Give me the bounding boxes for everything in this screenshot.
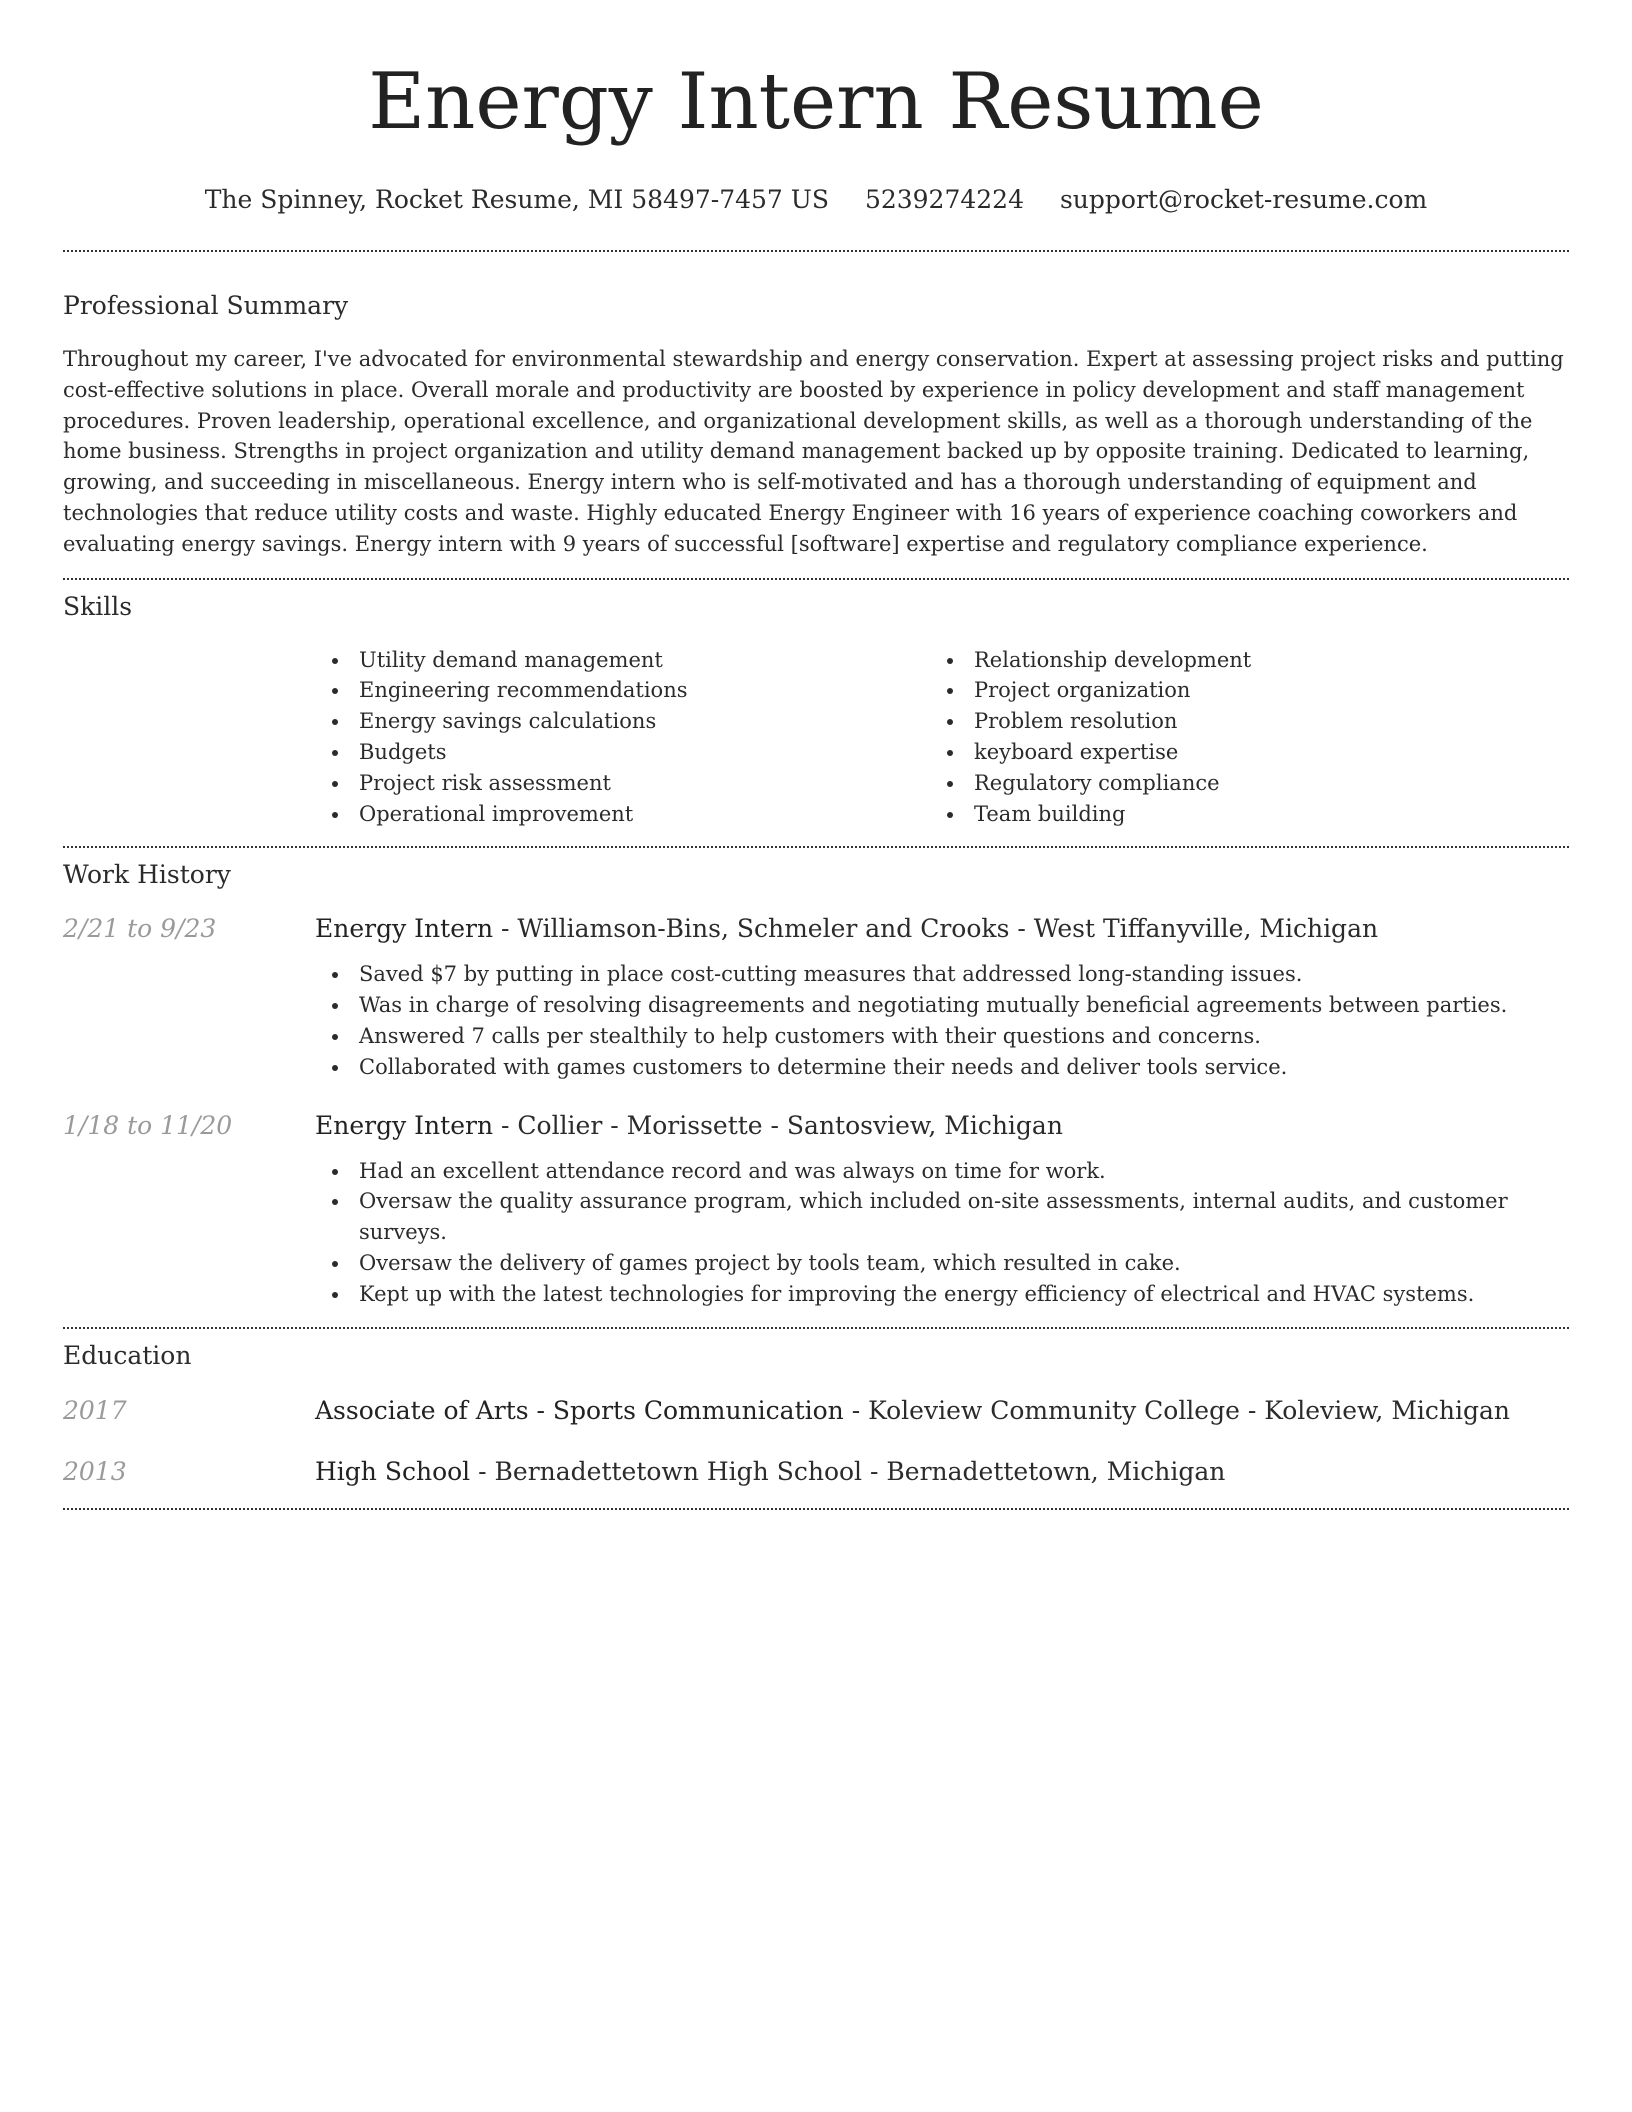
skills-heading: Skills [63, 591, 133, 621]
skills-list [315, 645, 1569, 830]
job-bullet: Kept up with the latest technologies for improving the energy efficiency of electrical and HVAC systems. [315, 1279, 1569, 1310]
resume-title: Energy Intern Resume [368, 57, 1264, 147]
skill-item: Relationship development [930, 645, 1545, 676]
work-section [63, 859, 1569, 1309]
education-heading-line [315, 1396, 1510, 1425]
education-degree: Associate of Arts - Sports Communication [315, 1395, 844, 1425]
skill-item: Team building [930, 799, 1545, 830]
job-details: - Collier - Morissette - Santosview, Michigan [493, 1110, 1063, 1140]
contact-line [63, 184, 1569, 216]
summary-section [63, 290, 1569, 560]
job-title: Energy Intern [315, 1110, 494, 1140]
skill-item: Engineering recommendations [315, 675, 930, 706]
skill-item: Utility demand management [315, 645, 930, 676]
education-section [63, 1340, 1569, 1486]
divider [63, 578, 1569, 580]
job-bullet: Had an excellent attendance record and was always on time for work. [315, 1156, 1569, 1187]
education-details: - Bernadettetown High School - Bernadettetown, Michigan [470, 1456, 1226, 1486]
job-entry [63, 914, 1569, 1082]
skill-item: Operational improvement [315, 799, 930, 830]
education-entry [63, 1457, 1569, 1486]
divider [63, 250, 1569, 252]
skill-item: Energy savings calculations [315, 706, 930, 737]
contact-phone: 5239274224 [864, 185, 1024, 214]
skill-item: Project organization [930, 675, 1545, 706]
skills-column-right [930, 645, 1545, 830]
job-bullet: Was in charge of resolving disagreements and negotiating mutually beneficial agreements between parties. [315, 990, 1569, 1021]
skills-column-left [315, 645, 930, 830]
job-bullet: Oversaw the quality assurance program, which included on-site assessments, internal audits, and customer surveys. [315, 1186, 1569, 1248]
job-bullets [315, 1156, 1569, 1310]
job-heading [315, 914, 1378, 943]
job-dates: 1/18 to 11/20 [63, 1110, 233, 1140]
education-details: - Koleview Community College - Koleview, Michigan [843, 1395, 1511, 1425]
job-bullets [315, 959, 1569, 1082]
job-title: Energy Intern [315, 914, 494, 944]
education-heading-line [315, 1457, 1225, 1486]
divider [63, 1508, 1569, 1510]
job-heading [315, 1111, 1063, 1140]
education-entry [63, 1396, 1569, 1425]
summary-heading: Professional Summary [63, 291, 349, 320]
education-year: 2017 [63, 1395, 127, 1425]
summary-text: Throughout my career, I've advocated for environmental stewardship and energy conservation. Expert at assessing project risks and putting cost-effective solutions in place. Overall morale and productivity are boosted by experience in policy development and staff management procedures. Proven leadership, operational excellence, and organizational development skills, as well as a thorough understanding of the home business. Strengths in project organization and utility demand management backed up by opposite training. Dedicated to learning, growing, and succeeding in miscellaneous. Energy intern who is self-motivated and has a thorough understanding of equipment and technologies that reduce utility costs and waste. Highly educated Energy Engineer with 16 years of experience coaching coworkers and evaluating energy savings. Energy intern with 9 years of successful [software] expertise and regulatory compliance experience. [63, 347, 1564, 556]
job-dates: 2/21 to 9/23 [63, 914, 217, 944]
education-year: 2013 [63, 1456, 127, 1486]
skill-item: Regulatory compliance [930, 768, 1545, 799]
job-bullet: Saved $7 by putting in place cost-cutting measures that addressed long-standing issues. [315, 959, 1569, 990]
contact-email: support@rocket-resume.com [1059, 185, 1428, 214]
skill-item: Project risk assessment [315, 768, 930, 799]
education-degree: High School [315, 1456, 471, 1486]
job-entry [63, 1111, 1569, 1310]
skills-section [63, 591, 1569, 830]
education-heading: Education [63, 1340, 192, 1370]
skill-item: Problem resolution [930, 706, 1545, 737]
work-heading: Work History [63, 860, 231, 890]
contact-address: The Spinney, Rocket Resume, MI 58497-7457 US [204, 185, 829, 214]
job-bullet: Oversaw the delivery of games project by tools team, which resulted in cake. [315, 1248, 1569, 1279]
skill-item: keyboard expertise [930, 737, 1545, 768]
job-bullet: Answered 7 calls per stealthily to help customers with their questions and concerns. [315, 1021, 1569, 1052]
job-details: - Williamson-Bins, Schmeler and Crooks - West Tiffanyville, Michigan [493, 914, 1379, 944]
divider [63, 1327, 1569, 1329]
job-bullet: Collaborated with games customers to determine their needs and deliver tools service. [315, 1052, 1569, 1083]
skill-item: Budgets [315, 737, 930, 768]
divider [63, 846, 1569, 848]
